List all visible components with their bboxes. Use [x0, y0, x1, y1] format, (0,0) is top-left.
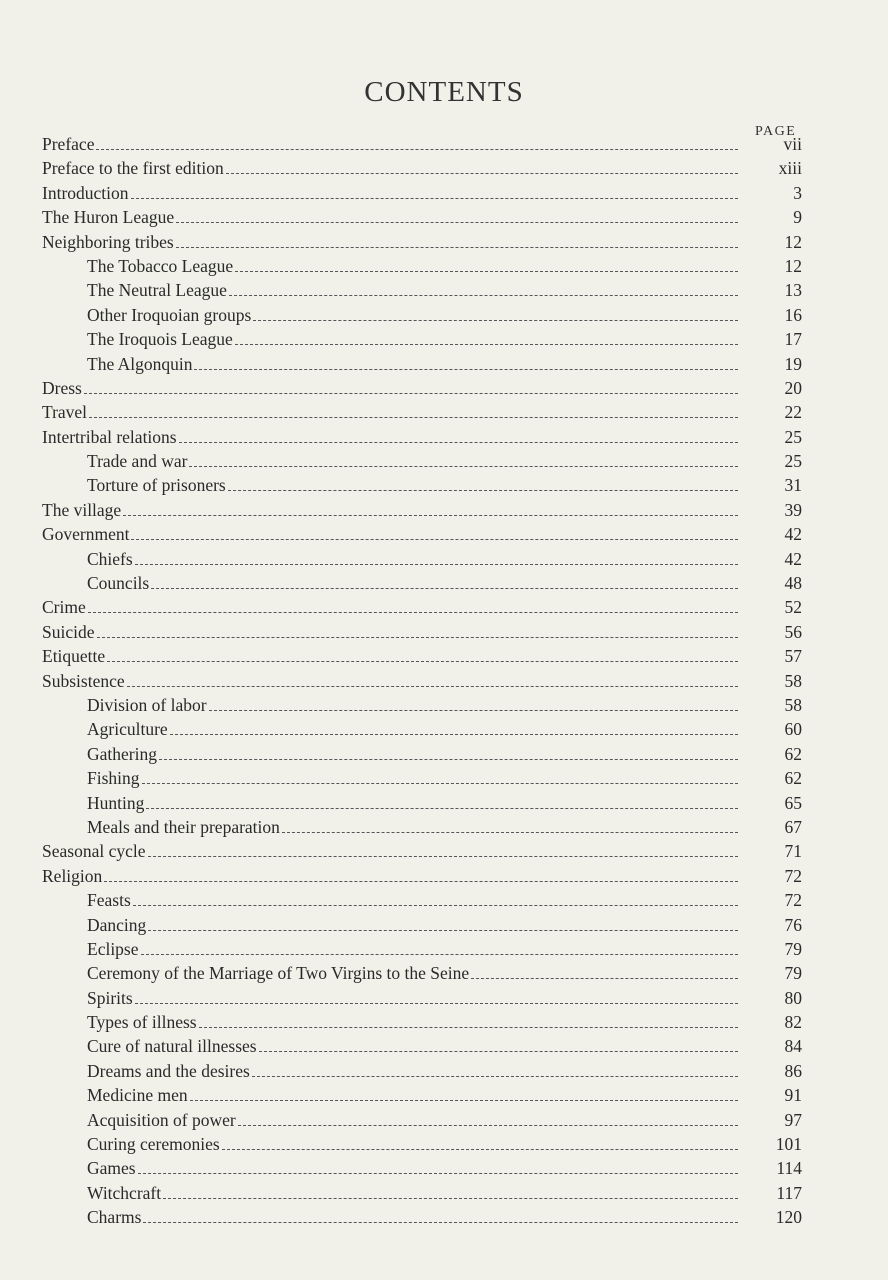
- toc-entry-page-number: 52: [784, 597, 802, 618]
- toc-entry-page-number: xiii: [778, 158, 802, 179]
- toc-entry: [42, 425, 802, 449]
- toc-entry-page-number: 114: [776, 1158, 802, 1179]
- toc-entry-title: Witchcraft: [87, 1182, 162, 1203]
- toc-entry-page-number: 65: [784, 792, 802, 813]
- toc-entry: [42, 132, 802, 156]
- toc-entry-page-number: 22: [784, 402, 802, 423]
- dot-leader: [96, 148, 738, 150]
- toc-entry: [42, 961, 802, 985]
- toc-entry-page-number: 91: [784, 1085, 802, 1106]
- toc-entry-title: Government: [42, 524, 130, 545]
- toc-entry-page-number: 120: [775, 1207, 802, 1228]
- toc-entry-page-number: 3: [793, 182, 802, 203]
- toc-entry-title: Subsistence: [42, 670, 125, 691]
- toc-entry-title: Eclipse: [87, 938, 139, 959]
- dot-leader: [176, 221, 738, 223]
- toc-entry-page-number: 25: [784, 426, 802, 447]
- toc-entry-page-number: 62: [784, 743, 802, 764]
- toc-entry-page-number: 72: [784, 890, 802, 911]
- dot-leader: [131, 197, 738, 199]
- toc-entry-title: Games: [87, 1158, 136, 1179]
- toc-entry: [42, 1034, 802, 1058]
- dot-leader: [252, 1075, 738, 1077]
- dot-leader: [135, 563, 738, 565]
- toc-entry-page-number: 12: [784, 231, 802, 252]
- toc-entry-title: Dancing: [87, 914, 147, 935]
- toc-entry-title: Etiquette: [42, 646, 106, 667]
- toc-entry-title: The Tobacco League: [87, 255, 234, 276]
- toc-entry-page-number: 79: [784, 963, 802, 984]
- toc-entry: [42, 888, 802, 912]
- toc-entry-title: Crime: [42, 597, 86, 618]
- toc-entry: [42, 205, 802, 229]
- toc-entry-page-number: 42: [784, 524, 802, 545]
- toc-entry-title: Trade and war: [87, 451, 188, 472]
- toc-entry-title: The village: [42, 499, 122, 520]
- dot-leader: [159, 758, 738, 760]
- dot-leader: [141, 953, 738, 955]
- toc-entry-page-number: 58: [784, 694, 802, 715]
- dot-leader: [131, 538, 738, 540]
- toc-entry: [42, 254, 802, 278]
- dot-leader: [107, 660, 738, 662]
- toc-entry-title: Travel: [42, 402, 88, 423]
- toc-entry-page-number: 72: [784, 865, 802, 886]
- dot-leader: [228, 489, 738, 491]
- dot-leader: [170, 733, 738, 735]
- toc-entry-title: Curing ceremonies: [87, 1134, 220, 1155]
- toc-entry-page-number: 86: [784, 1060, 802, 1081]
- dot-leader: [222, 1148, 738, 1150]
- toc-entry: [42, 156, 802, 180]
- toc-entry-page-number: 71: [784, 841, 802, 862]
- dot-leader: [148, 929, 738, 931]
- dot-leader: [123, 514, 738, 516]
- toc-entry-title: Agriculture: [87, 719, 168, 740]
- toc-entry-title: Fishing: [87, 768, 140, 789]
- toc-entry: [42, 595, 802, 619]
- page-column-header: PAGE: [755, 124, 797, 139]
- toc-entry-title: Hunting: [87, 792, 145, 813]
- toc-entry-page-number: 62: [784, 768, 802, 789]
- dot-leader: [226, 172, 738, 174]
- toc-entry: [42, 449, 802, 473]
- toc-entry-title: The Iroquois League: [87, 329, 233, 350]
- dot-leader: [143, 1221, 738, 1223]
- toc-entry: [42, 791, 802, 815]
- toc-entry-page-number: 117: [776, 1182, 802, 1203]
- toc-entry-title: Intertribal relations: [42, 426, 177, 447]
- toc-entry-page-number: vii: [783, 134, 802, 154]
- dot-leader: [253, 319, 738, 321]
- table-of-contents: [42, 132, 802, 1230]
- toc-entry: [42, 547, 802, 571]
- toc-entry: [42, 693, 802, 717]
- toc-entry: [42, 278, 802, 302]
- dot-leader: [84, 392, 738, 394]
- toc-entry-page-number: 101: [775, 1134, 802, 1155]
- toc-entry-page-number: 12: [784, 255, 802, 276]
- toc-entry: [42, 181, 802, 205]
- toc-entry-title: Religion: [42, 865, 103, 886]
- toc-entry-page-number: 20: [784, 377, 802, 398]
- dot-leader: [104, 880, 738, 882]
- toc-entry-title: Gathering: [87, 743, 157, 764]
- toc-entry: [42, 376, 802, 400]
- dot-leader: [127, 685, 738, 687]
- toc-entry: [42, 400, 802, 424]
- toc-entry-title: Seasonal cycle: [42, 841, 146, 862]
- toc-entry: [42, 1132, 802, 1156]
- toc-entry-title: Preface to the first edition: [42, 158, 224, 179]
- toc-entry: [42, 644, 802, 668]
- dot-leader: [235, 343, 738, 345]
- dot-leader: [176, 246, 738, 248]
- dot-leader: [190, 1099, 738, 1101]
- dot-leader: [133, 904, 738, 906]
- toc-entry: [42, 986, 802, 1010]
- dot-leader: [148, 855, 739, 857]
- toc-entry-page-number: 42: [784, 548, 802, 569]
- toc-entry-title: The Huron League: [42, 207, 175, 228]
- toc-entry: [42, 839, 802, 863]
- toc-entry: [42, 230, 802, 254]
- toc-entry-title: Feasts: [87, 890, 131, 911]
- toc-entry-title: The Neutral League: [87, 280, 227, 301]
- toc-entry: [42, 669, 802, 693]
- toc-entry: [42, 766, 802, 790]
- dot-leader: [163, 1197, 738, 1199]
- toc-entry-page-number: 56: [784, 621, 802, 642]
- toc-entry: [42, 1059, 802, 1083]
- dot-leader: [89, 416, 738, 418]
- toc-entry-page-number: 84: [784, 1036, 802, 1057]
- toc-entry: [42, 864, 802, 888]
- toc-entry-page-number: 82: [784, 1012, 802, 1033]
- dot-leader: [471, 977, 738, 979]
- toc-entry-title: Ceremony of the Marriage of Two Virgins to the Seine: [87, 963, 470, 984]
- toc-entry-title: Types of illness: [87, 1012, 197, 1033]
- toc-entry-title: Other Iroquoian groups: [87, 304, 252, 325]
- dot-leader: [209, 709, 738, 711]
- toc-entry-page-number: 48: [784, 573, 802, 594]
- toc-entry: [42, 327, 802, 351]
- toc-entry-title: Meals and their preparation: [87, 816, 280, 837]
- toc-entry: [42, 1181, 802, 1205]
- toc-entry: [42, 303, 802, 327]
- toc-entry: [42, 1108, 802, 1132]
- toc-entry-page-number: 13: [784, 280, 802, 301]
- toc-entry-title: Charms: [87, 1207, 142, 1228]
- toc-entry-title: Dress: [42, 377, 82, 398]
- toc-entry-title: Division of labor: [87, 694, 207, 715]
- dot-leader: [199, 1026, 738, 1028]
- toc-entry-page-number: 25: [784, 451, 802, 472]
- toc-entry-title: The Algonquin: [87, 353, 193, 374]
- toc-entry-title: Neighboring tribes: [42, 231, 174, 252]
- toc-entry-page-number: 67: [784, 816, 802, 837]
- toc-entry: [42, 937, 802, 961]
- dot-leader: [259, 1050, 738, 1052]
- dot-leader: [194, 368, 738, 370]
- toc-entry-page-number: 17: [784, 329, 802, 350]
- toc-entry-title: Introduction: [42, 182, 129, 203]
- dot-leader: [282, 831, 738, 833]
- toc-entry: [42, 473, 802, 497]
- toc-entry: [42, 352, 802, 376]
- toc-entry: [42, 742, 802, 766]
- toc-entry-title: Cure of natural illnesses: [87, 1036, 257, 1057]
- toc-entry: [42, 1156, 802, 1180]
- dot-leader: [135, 1002, 738, 1004]
- toc-entry: [42, 1010, 802, 1034]
- toc-entry-title: Suicide: [42, 621, 95, 642]
- toc-entry: [42, 522, 802, 546]
- dot-leader: [97, 636, 739, 638]
- toc-entry-page-number: 80: [784, 987, 802, 1008]
- toc-entry: [42, 620, 802, 644]
- toc-entry-page-number: 31: [784, 475, 802, 496]
- dot-leader: [229, 294, 738, 296]
- toc-entry: [42, 815, 802, 839]
- toc-entry-title: Medicine men: [87, 1085, 188, 1106]
- toc-entry-page-number: 57: [784, 646, 802, 667]
- dot-leader: [151, 587, 738, 589]
- toc-entry: [42, 913, 802, 937]
- dot-leader: [146, 807, 738, 809]
- dot-leader: [142, 782, 738, 784]
- toc-entry-page-number: 16: [784, 304, 802, 325]
- toc-entry: [42, 498, 802, 522]
- dot-leader: [238, 1124, 738, 1126]
- toc-entry-title: Acquisition of power: [87, 1109, 236, 1130]
- toc-entry-page-number: 9: [793, 207, 802, 228]
- toc-entry: [42, 571, 802, 595]
- toc-entry-page-number: 19: [784, 353, 802, 374]
- dot-leader: [138, 1172, 738, 1174]
- toc-entry: [42, 1083, 802, 1107]
- toc-entry-title: Dreams and the desires: [87, 1060, 250, 1081]
- toc-entry-title: Torture of prisoners: [87, 475, 226, 496]
- toc-entry-page-number: 76: [784, 914, 802, 935]
- dot-leader: [179, 441, 738, 443]
- dot-leader: [189, 465, 738, 467]
- toc-entry: [42, 717, 802, 741]
- dot-leader: [88, 611, 738, 613]
- toc-entry-title: Chiefs: [87, 548, 133, 569]
- toc-entry-page-number: 79: [784, 938, 802, 959]
- page-title: CONTENTS: [364, 76, 524, 108]
- toc-entry-page-number: 58: [784, 670, 802, 691]
- toc-entry-title: Councils: [87, 573, 150, 594]
- toc-entry-page-number: 39: [784, 499, 802, 520]
- toc-entry-page-number: 60: [784, 719, 802, 740]
- toc-entry-title: Preface: [42, 134, 95, 154]
- toc-entry-title: Spirits: [87, 987, 133, 1008]
- toc-entry: [42, 1205, 802, 1229]
- toc-entry-page-number: 97: [784, 1109, 802, 1130]
- dot-leader: [235, 270, 738, 272]
